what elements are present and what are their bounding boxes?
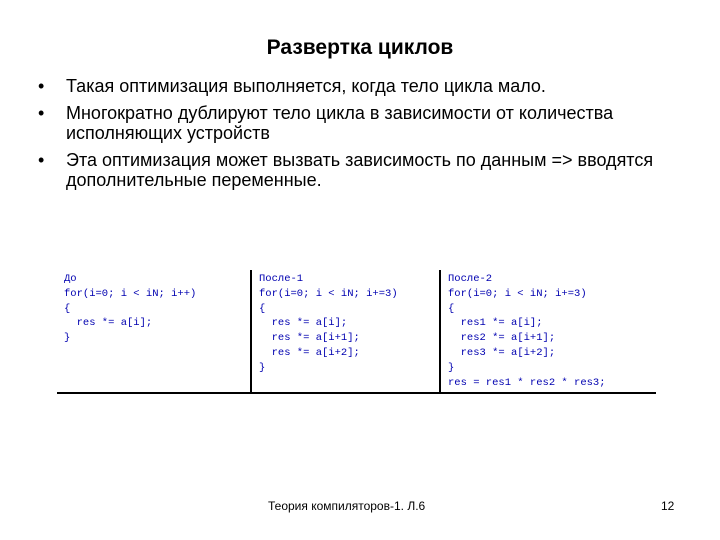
code-line: res *= a[i+1]; bbox=[259, 332, 360, 345]
code-column-after-2 bbox=[440, 270, 656, 393]
page-number: 12 bbox=[661, 499, 675, 513]
code-line: for(i=0; i < iN; i+=3) bbox=[259, 287, 398, 300]
code-line: } bbox=[448, 361, 455, 374]
code-line: { bbox=[448, 302, 455, 315]
code-line: res *= a[i]; bbox=[259, 317, 348, 330]
code-column-header: До bbox=[64, 273, 77, 285]
code-line: res2 *= a[i+1]; bbox=[448, 332, 556, 345]
bullet-item: • Эта оптимизация может вызвать зависимость по данным => вводятся дополнительные переменные. bbox=[38, 150, 698, 190]
code-line: res *= a[i]; bbox=[64, 317, 153, 330]
code-line: res *= a[i+2]; bbox=[259, 346, 360, 359]
bullet-item: • Многократно дублируют тело цикла в зависимости от количества исполняющих устройств bbox=[38, 103, 698, 143]
slide-title: Развертка циклов bbox=[266, 36, 454, 59]
footer-course-title: Теория компиляторов-1. Л.6 bbox=[268, 499, 426, 513]
code-line: { bbox=[64, 302, 71, 315]
bullet-list bbox=[38, 76, 698, 197]
code-column-after-1 bbox=[251, 270, 440, 393]
code-line: res = res1 * res2 * res3; bbox=[448, 376, 606, 389]
code-line: res3 *= a[i+2]; bbox=[448, 346, 556, 359]
bullet-item: • Такая оптимизация выполняется, когда тело цикла мало. bbox=[38, 76, 698, 96]
code-line: } bbox=[259, 361, 266, 374]
code-line: for(i=0; i < iN; i+=3) bbox=[448, 287, 587, 300]
code-column-header: После-1 bbox=[259, 273, 304, 285]
code-comparison-table bbox=[57, 270, 656, 394]
code-line: res1 *= a[i]; bbox=[448, 317, 543, 330]
code-column-header: После-2 bbox=[448, 273, 493, 285]
code-table-row bbox=[57, 270, 656, 393]
code-line: } bbox=[64, 332, 71, 345]
code-line: for(i=0; i < iN; i++) bbox=[64, 287, 197, 300]
code-line: { bbox=[259, 302, 266, 315]
code-column-before bbox=[57, 270, 251, 393]
